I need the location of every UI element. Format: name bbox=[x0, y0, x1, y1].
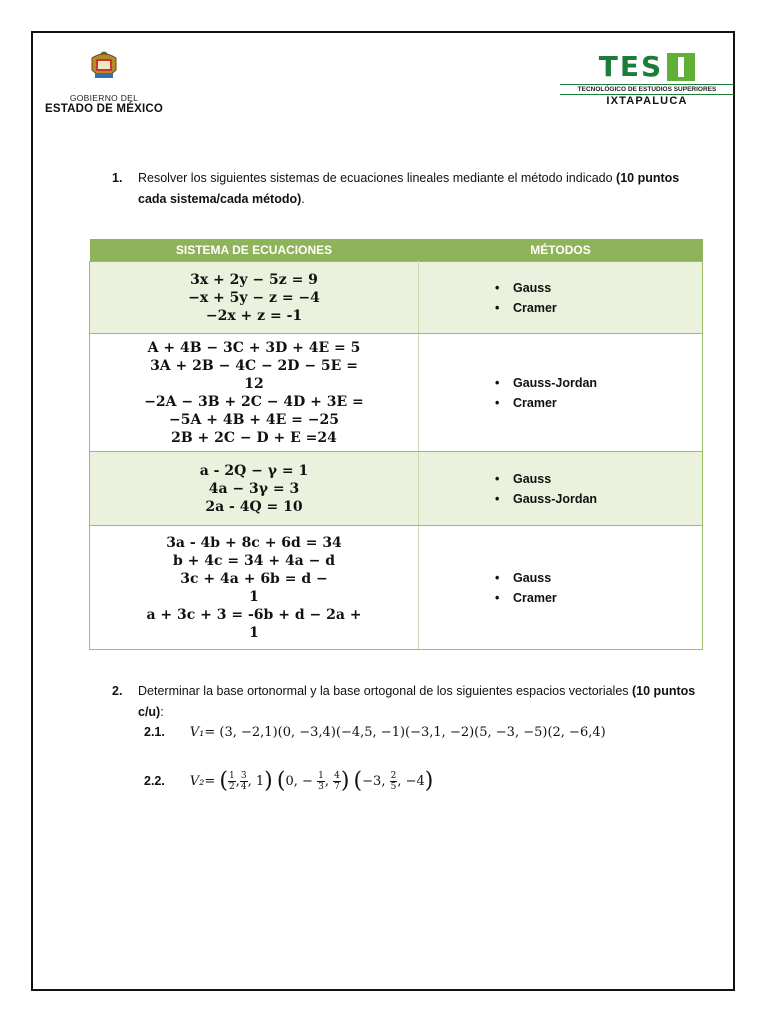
method-item: • Cramer bbox=[495, 393, 702, 413]
v2-sign: − bbox=[302, 773, 313, 789]
subitem-2-2-label: 2.2. bbox=[144, 773, 165, 788]
subitem-2-1 bbox=[144, 724, 606, 740]
question-2 bbox=[112, 681, 702, 723]
method-item: • Gauss bbox=[495, 278, 702, 298]
fraction: $\frac{4}{7}$ bbox=[334, 770, 340, 792]
header-methods: MÉTODOS bbox=[419, 239, 703, 262]
question-2-text: Determinar la base ortonormal y la base ortogonal de los siguientes espacios vectoriales bbox=[138, 684, 633, 698]
method-item: • Cramer bbox=[495, 588, 702, 608]
v2-value: 0 bbox=[285, 773, 294, 789]
equation: 4a − 3γ = 3 bbox=[208, 480, 300, 497]
equation: 3A + 2B − 4C − 2D − 5E = bbox=[150, 357, 358, 374]
equation-cell bbox=[90, 334, 419, 452]
question-1-tail: . bbox=[301, 192, 305, 206]
tes-i-icon bbox=[667, 53, 695, 81]
fraction: $\frac{1}{2}$ bbox=[229, 770, 235, 792]
equation: 12 bbox=[244, 375, 264, 392]
question-1-points: (10 puntos cada sistema/cada método) bbox=[138, 171, 680, 206]
equation: 1 bbox=[249, 588, 259, 605]
equation: 3a - 4b + 8c + 6d = 34 bbox=[166, 534, 342, 551]
question-2-points: (10 puntos c/u) bbox=[138, 684, 696, 719]
equation: 2B + 2C − D + E =24 bbox=[171, 429, 337, 446]
v2-value: 1 bbox=[255, 773, 265, 789]
equation: −x + 5y − z = −4 bbox=[188, 289, 320, 306]
table-row bbox=[90, 452, 703, 526]
method-item: • Gauss bbox=[495, 469, 702, 489]
tes-subtitle: TECNOLÓGICO DE ESTUDIOS SUPERIORES bbox=[560, 84, 734, 95]
equation: a + 3c + 3 = -6b + d − 2a + bbox=[146, 606, 362, 623]
equation: a - 2Q − γ = 1 bbox=[199, 462, 309, 479]
fraction: $\frac{3}{4}$ bbox=[240, 770, 247, 792]
question-1-text: Resolver los siguientes sistemas de ecuaciones lineales mediante el método indicado bbox=[138, 171, 617, 185]
v2-value: −4 bbox=[405, 773, 425, 789]
tes-campus: IXTAPALUCA bbox=[606, 95, 688, 107]
method-item: • Gauss bbox=[495, 568, 702, 588]
v1-lhs: V₁= bbox=[189, 725, 216, 740]
equation-cell bbox=[90, 526, 419, 650]
method-item: • Cramer bbox=[495, 298, 702, 318]
question-1-number: 1. bbox=[112, 171, 123, 185]
subitem-2-1-label: 2.1. bbox=[144, 725, 165, 739]
gov-line2: ESTADO DE MÉXICO bbox=[45, 103, 163, 115]
method-cell bbox=[419, 334, 703, 452]
equation-cell bbox=[90, 262, 419, 334]
method-cell bbox=[419, 526, 703, 650]
equation: b + 4c = 34 + 4a − d bbox=[172, 552, 336, 569]
header-systems: SISTEMA DE ECUACIONES bbox=[90, 239, 419, 262]
question-1 bbox=[112, 168, 702, 210]
tes-name: TES bbox=[598, 50, 664, 83]
gov-edomex-logo bbox=[38, 48, 170, 116]
equation: 1 bbox=[249, 624, 259, 641]
equation: −5A + 4B + 4E = −25 bbox=[169, 411, 339, 428]
v2-value: −3 bbox=[362, 773, 382, 789]
equation: 3c + 4a + 6b = d − bbox=[180, 570, 328, 587]
table-row bbox=[90, 526, 703, 650]
equation: 3x + 2y − 5z = 9 bbox=[190, 271, 318, 288]
equation-cell bbox=[90, 452, 419, 526]
method-cell bbox=[419, 452, 703, 526]
fraction: $\frac{2}{5}$ bbox=[390, 770, 397, 792]
state-seal-icon bbox=[86, 48, 122, 84]
equation: 2a - 4Q = 10 bbox=[205, 498, 303, 515]
v2-lhs: V₂= bbox=[189, 773, 216, 789]
question-2-number: 2. bbox=[112, 684, 123, 698]
equation: −2x + z = -1 bbox=[205, 307, 303, 324]
table-row bbox=[90, 334, 703, 452]
question-2-tail: : bbox=[160, 705, 164, 719]
subitem-2-2: 2.2. V₂= ( $\frac{1}{2}$ , $\frac{3}{4}$ , 1) (0, − $\frac{1}{3}$ , $\frac{4}{7}$ ) (−3, $\frac{2}{5}$ , −4) bbox=[144, 768, 434, 793]
v1-vectors: (3, −2,1)(0, −3,4)(−4,5, −1)(−3,1, −2)(5, −3, −5)(2, −6,4) bbox=[219, 725, 606, 740]
method-item: • Gauss-Jordan bbox=[495, 489, 702, 509]
systems-table bbox=[89, 239, 703, 650]
equation: A + 4B − 3C + 3D + 4E = 5 bbox=[147, 339, 361, 356]
method-item: • Gauss-Jordan bbox=[495, 373, 702, 393]
table-row bbox=[90, 262, 703, 334]
equation: −2A − 3B + 2C − 4D + 3E = bbox=[144, 393, 364, 410]
gov-line1: GOBIERNO DEL bbox=[69, 93, 139, 103]
tes-logo bbox=[560, 52, 734, 114]
fraction: $\frac{1}{3}$ bbox=[318, 770, 324, 792]
method-cell bbox=[419, 262, 703, 334]
